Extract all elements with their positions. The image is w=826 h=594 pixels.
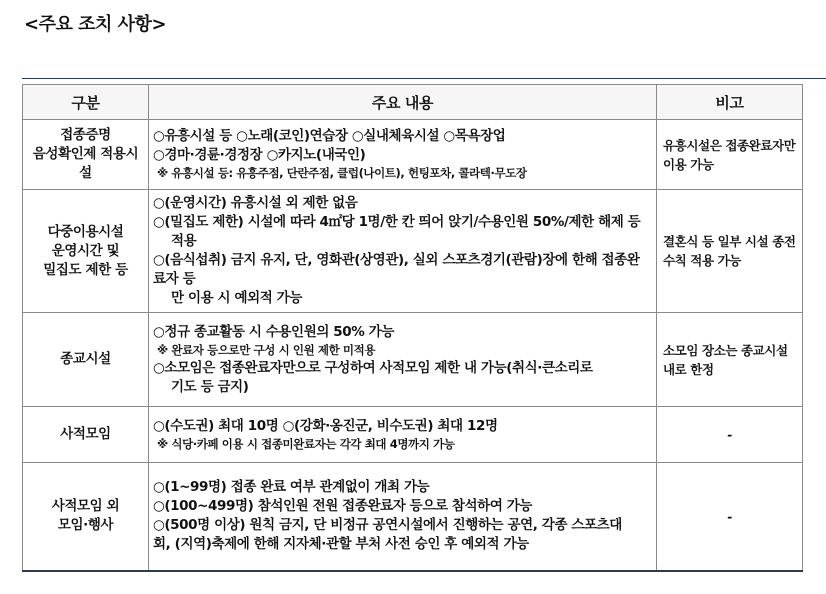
content-line-continued: 만 이용 시 예외적 가능 [171, 290, 302, 306]
content-footnote: ※ 식당·카페 이용 시 접종미완료자는 각각 최대 4명까지 가능 [157, 436, 455, 451]
content-line: ○정규 종교활동 시 수용인원의 50% 가능 [153, 323, 394, 340]
page-title: <주요 조치 사항> [24, 14, 167, 35]
content-line: ○경마·경륜·경정장 ○카지노(내국인) [153, 147, 366, 163]
row-note: 결혼식 등 일부 시설 종전 수칙 적용 가능 [657, 190, 803, 313]
table-row [23, 463, 803, 571]
category-line: 다중이용시설 [47, 223, 124, 240]
table-row [23, 120, 803, 190]
table-header-row [23, 85, 803, 120]
content-footnote: ※ 유흥시설 등: 유흥주점, 단란주점, 클럽(나이트), 헌팅포차, 콜라텍·무도장 [157, 166, 527, 180]
content-line: 회, (지역)축제에 한해 지자체·관할 부처 사전 승인 후 예외적 가능 [153, 536, 529, 553]
table-row [23, 190, 803, 313]
row-note: 유흥시설은 접종완료자만 이용 가능 [657, 120, 803, 190]
row-category [23, 463, 149, 571]
row-content [149, 407, 657, 463]
content-line: ○(100~499명) 참석인원 전원 접종완료자 등으로 참석하여 가능 [153, 498, 533, 515]
category-line: 음성확인제 적용시 [32, 146, 139, 162]
content-line: ○(수도권) 최대 10명 ○(강화·옹진군, 비수도권) 최대 12명 [153, 417, 498, 434]
header-category: 구분 [23, 85, 149, 120]
content-line: ○(밀집도 제한) 시설에 따라 4㎡당 1명/한 칸 띄어 앉기/수용인원 50%/제한 해제 등 [153, 214, 641, 230]
header-content: 주요 내용 [149, 85, 657, 120]
table-row [23, 313, 803, 407]
category-line: 사적모임 외 [51, 498, 120, 515]
category-line: 설 [79, 165, 92, 181]
category-line: 밀집도 제한 등 [43, 261, 128, 278]
content-line: ○(1~99명) 접종 완료 여부 관계없이 개최 가능 [153, 479, 430, 496]
category-line: 모임·행사 [57, 517, 114, 534]
category-line: 운영시간 및 [51, 242, 120, 259]
row-content [149, 463, 657, 571]
content-line: ○(운영시간) 유흥시설 외 제한 없음 [153, 195, 358, 211]
top-divider [22, 78, 826, 79]
row-note: 소모임 장소는 종교시설 내로 한정 [657, 313, 803, 407]
content-line-continued: 기도 등 금지) [171, 378, 249, 395]
row-content [149, 120, 657, 190]
content-footnote: ※ 완료자 등으로만 구성 시 인원 제한 미적용 [157, 342, 376, 357]
measures-table [22, 84, 803, 572]
row-content [149, 313, 657, 407]
content-line: ○(음식섭취) 금지 유지, 단, 영화관(상영관), 실외 스포츠경기(관람)장에 한해 접종완료자 등 [153, 252, 640, 287]
content-line: ○소모임은 접종완료자만으로 구성하여 사적모임 제한 내 가능(취식·큰소리로 [153, 359, 593, 376]
row-category [23, 313, 149, 407]
table-row [23, 407, 803, 463]
row-content [149, 190, 657, 313]
row-category [23, 120, 149, 190]
row-note: - [657, 407, 803, 463]
header-note: 비고 [657, 85, 803, 120]
category-line: 종교시설 [60, 351, 111, 367]
content-line: ○유흥시설 등 ○노래(코인)연습장 ○실내체육시설 ○목욕장업 [153, 128, 506, 144]
content-line: ○(500명 이상) 원칙 금지, 단 비정규 공연시설에서 진행하는 공연, 각종 스포츠대 [153, 517, 622, 534]
content-line-continued: 적용 [171, 233, 197, 249]
category-line: 사적모임 [60, 426, 111, 442]
category-line: 접종증명 [60, 127, 111, 143]
row-note: - [657, 463, 803, 571]
row-category [23, 407, 149, 463]
row-category [23, 190, 149, 313]
